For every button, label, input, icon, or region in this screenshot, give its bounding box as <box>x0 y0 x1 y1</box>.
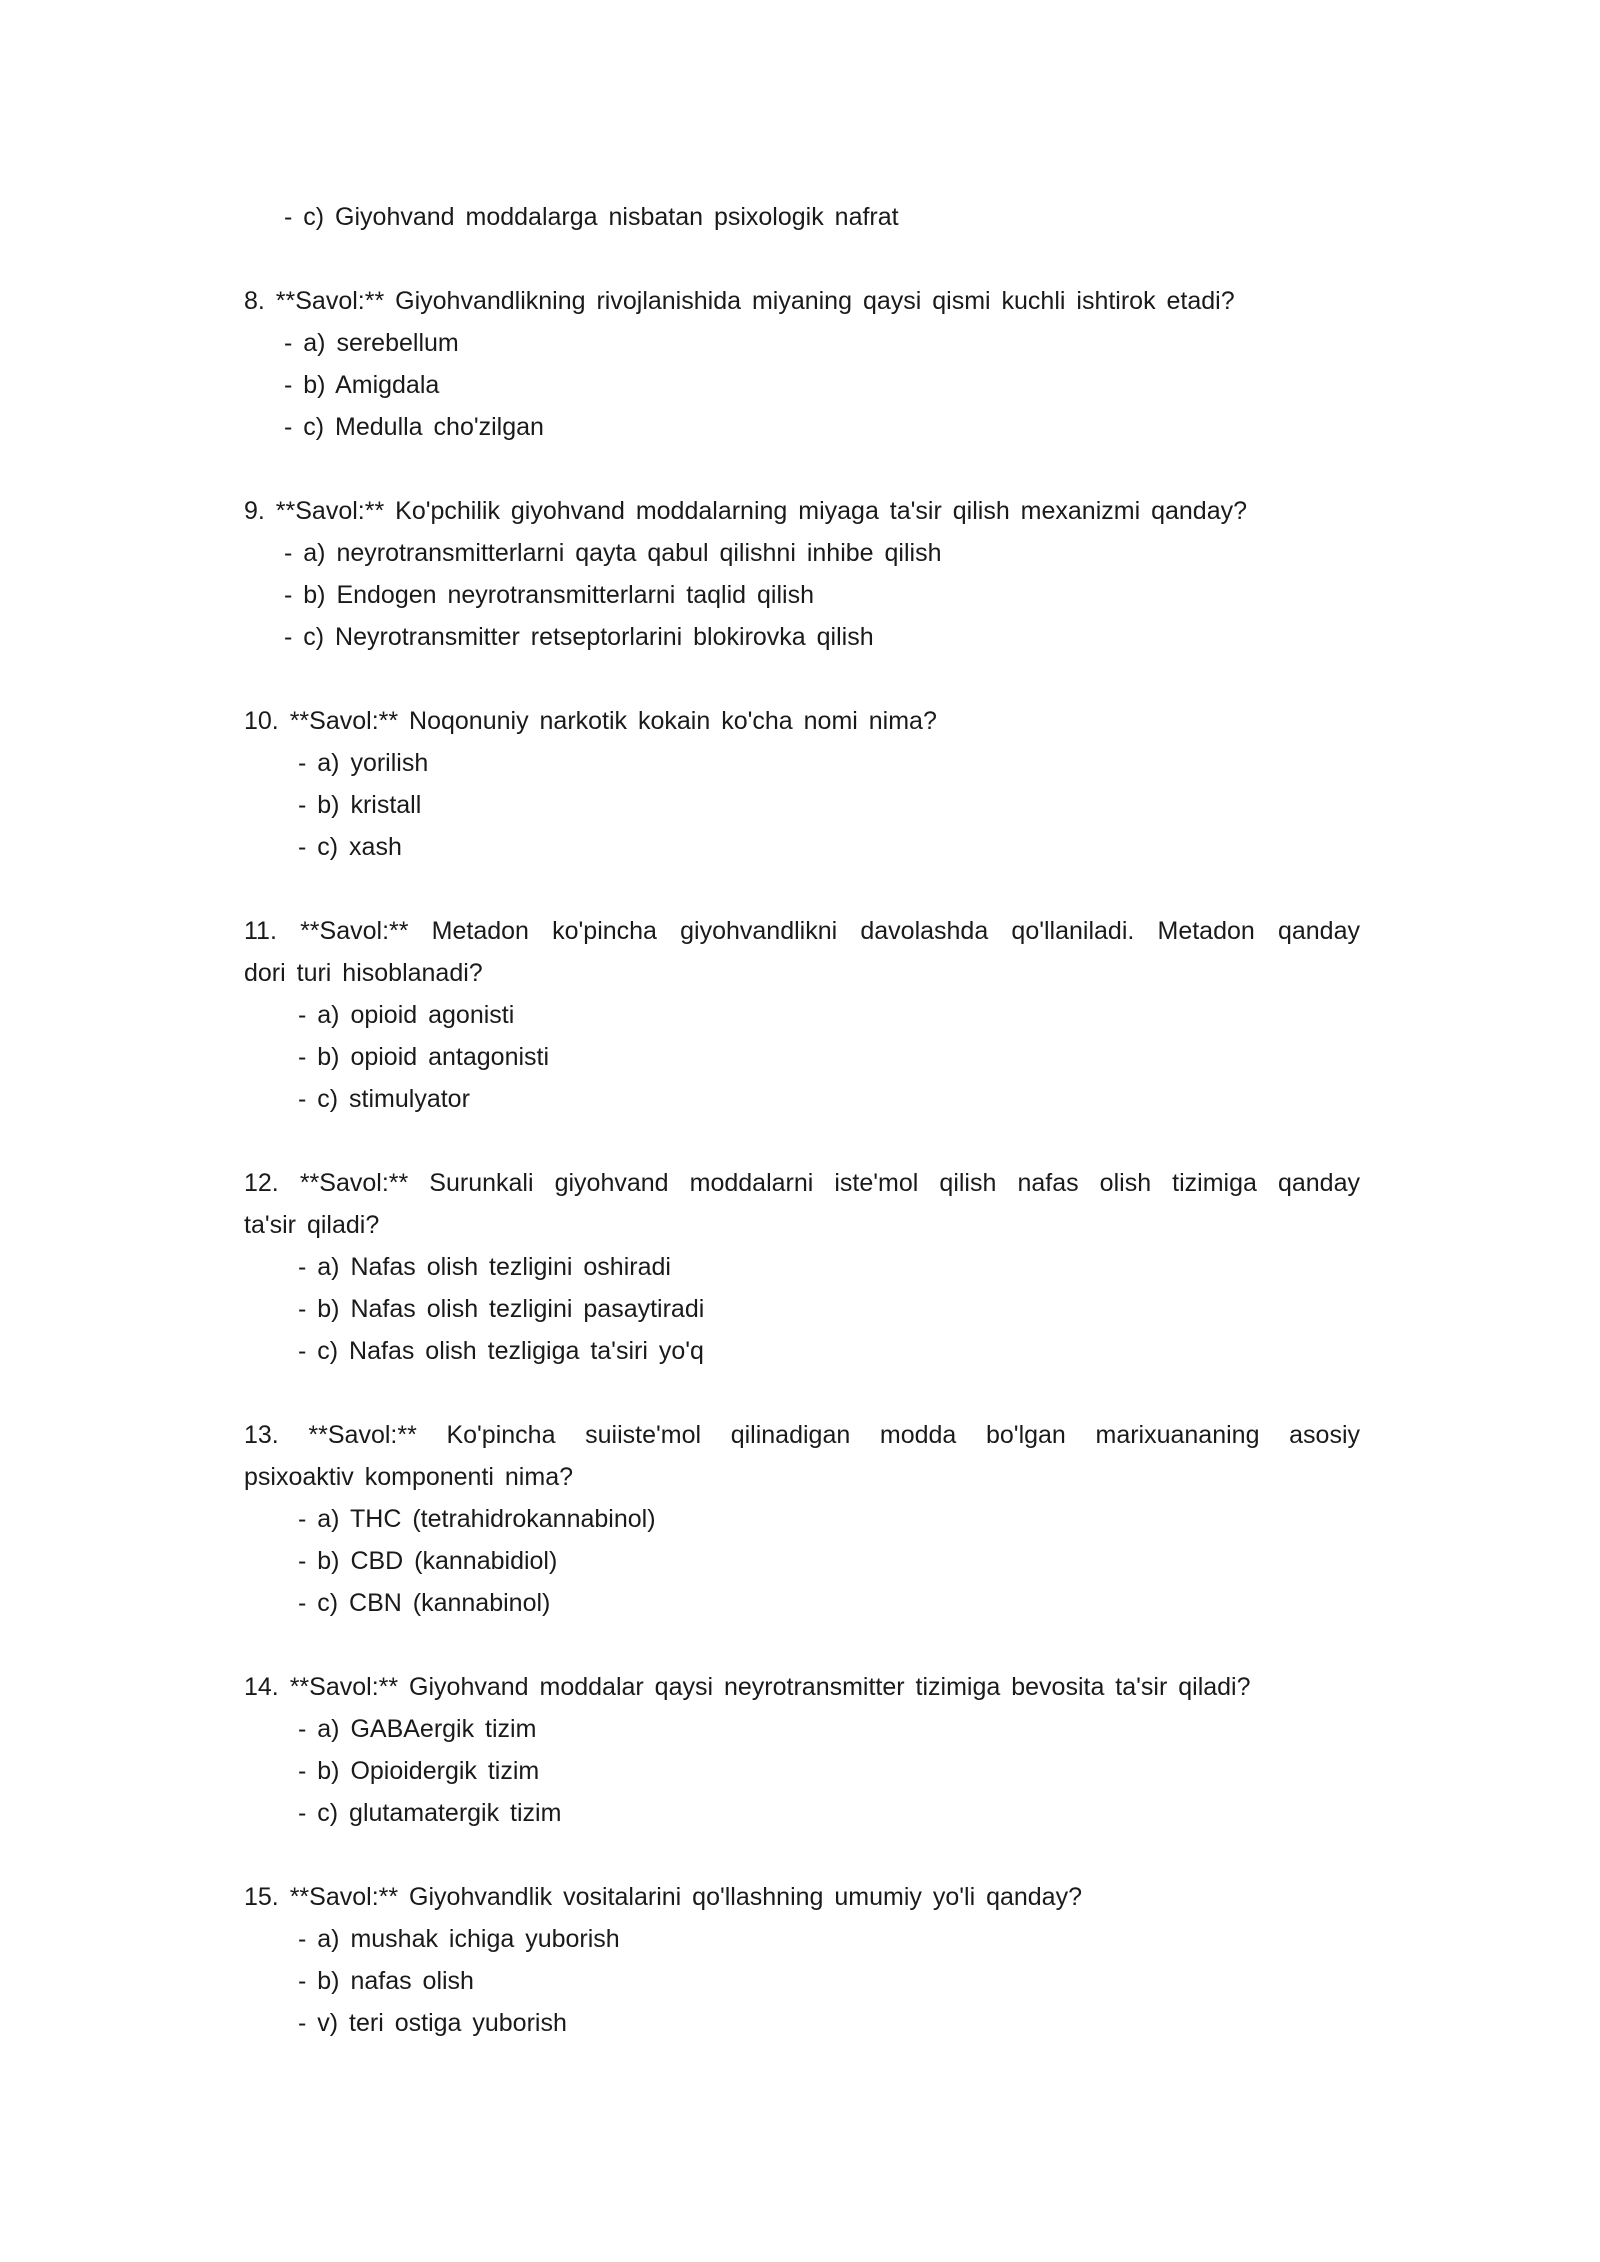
answer-option: - a) Nafas olish tezligini oshiradi <box>298 1253 671 1281</box>
answer-option: - c) Neyrotransmitter retseptorlarini blokirovka qilish <box>284 623 874 651</box>
answer-option: - a) THC (tetrahidrokannabinol) <box>298 1505 656 1533</box>
answer-option: - c) Nafas olish tezligiga ta'siri yo'q <box>298 1337 704 1365</box>
answer-option: - a) yorilish <box>298 749 429 777</box>
question-text: 8. **Savol:** Giyohvandlikning rivojlanishida miyaning qaysi qismi kuchli ishtirok etadi? <box>244 287 1235 315</box>
answer-option: - c) Giyohvand moddalarga nisbatan psixologik nafrat <box>284 203 899 231</box>
question-text: 9. **Savol:** Ko'pchilik giyohvand moddalarning miyaga ta'sir qilish mexanizmi qanday? <box>244 497 1248 525</box>
answer-option: - a) neyrotransmitterlarni qayta qabul qilishni inhibe qilish <box>284 539 942 567</box>
answer-option: - b) Amigdala <box>284 371 440 399</box>
answer-option: - b) Opioidergik tizim <box>298 1757 540 1785</box>
answer-option: - b) Nafas olish tezligini pasaytiradi <box>298 1295 705 1323</box>
question-text: 15. **Savol:** Giyohvandlik vositalarini qo'llashning umumiy yo'li qanday? <box>244 1883 1082 1911</box>
question-text-continued: ta'sir qiladi? <box>244 1211 380 1239</box>
answer-option: - c) stimulyator <box>298 1085 470 1113</box>
question-text: 13. **Savol:** Ko'pincha suiiste'mol qilinadigan modda bo'lgan marixuananing asosiy <box>244 1421 1360 1449</box>
question-text: 11. **Savol:** Metadon ko'pincha giyohvandlikni davolashda qo'llaniladi. Metadon qanday <box>244 917 1360 945</box>
answer-option: - v) teri ostiga yuborish <box>298 2009 567 2037</box>
answer-option: - a) GABAergik tizim <box>298 1715 537 1743</box>
question-text: 10. **Savol:** Noqonuniy narkotik kokain ko'cha nomi nima? <box>244 707 937 735</box>
answer-option: - c) glutamatergik tizim <box>298 1799 562 1827</box>
answer-option: - b) nafas olish <box>298 1967 474 1995</box>
answer-option: - a) opioid agonisti <box>298 1001 515 1029</box>
question-text-continued: dori turi hisoblanadi? <box>244 959 483 987</box>
answer-option: - c) CBN (kannabinol) <box>298 1589 551 1617</box>
answer-option: - a) serebellum <box>284 329 459 357</box>
question-text: 12. **Savol:** Surunkali giyohvand moddalarni iste'mol qilish nafas olish tizimiga qanday <box>244 1169 1360 1197</box>
answer-option: - a) mushak ichiga yuborish <box>298 1925 620 1953</box>
answer-option: - b) Endogen neyrotransmitterlarni taqlid qilish <box>284 581 814 609</box>
question-text-continued: psixoaktiv komponenti nima? <box>244 1463 573 1491</box>
question-text: 14. **Savol:** Giyohvand moddalar qaysi neyrotransmitter tizimiga bevosita ta'sir qiladi? <box>244 1673 1251 1701</box>
answer-option: - c) Medulla cho'zilgan <box>284 413 544 441</box>
answer-option: - b) CBD (kannabidiol) <box>298 1547 558 1575</box>
answer-option: - b) opioid antagonisti <box>298 1043 550 1071</box>
answer-option: - c) xash <box>298 833 402 861</box>
answer-option: - b) kristall <box>298 791 422 819</box>
